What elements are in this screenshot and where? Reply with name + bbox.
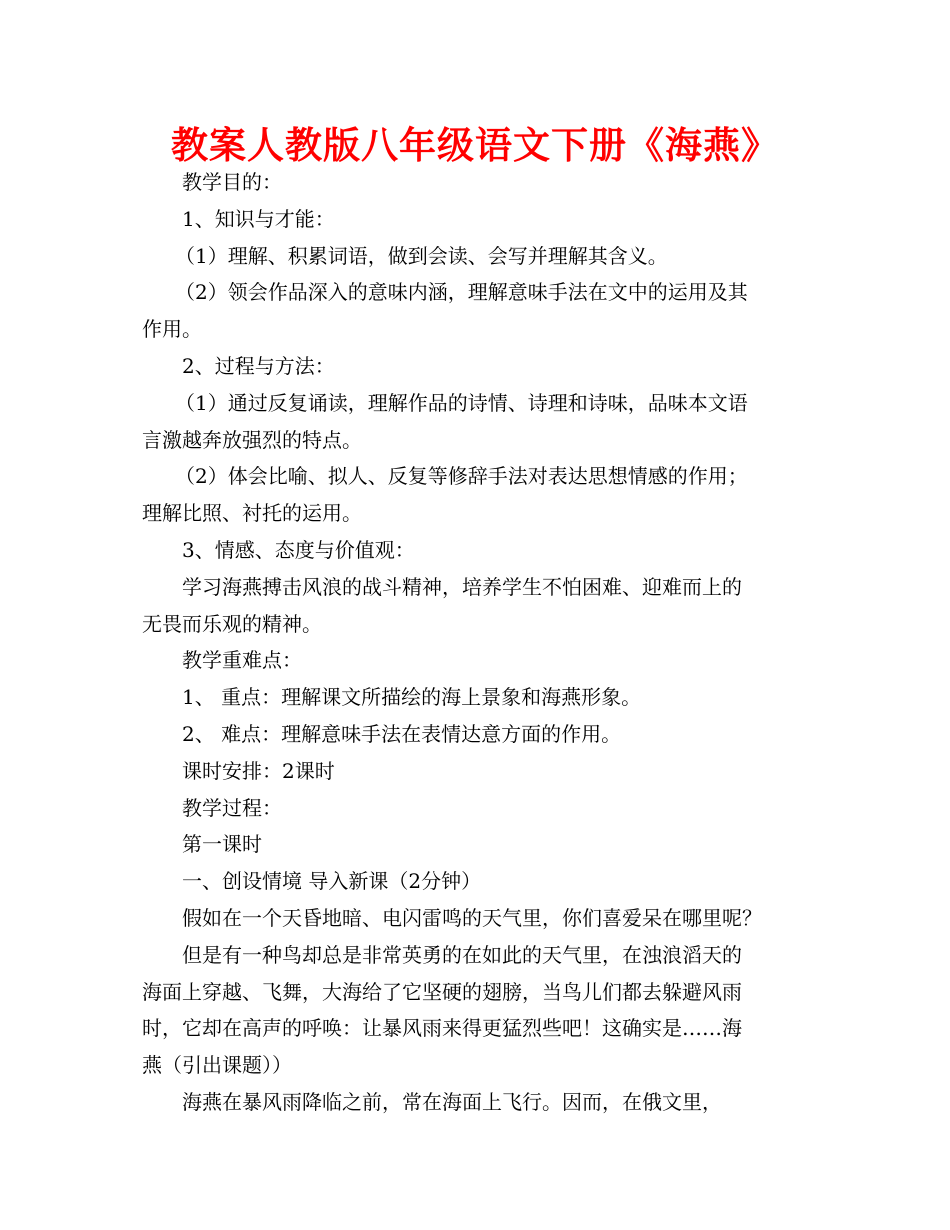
document-title: 教案人教版八年级语文下册《海燕》	[171, 124, 779, 167]
text-line: 3、情感、态度与价值观：	[182, 537, 415, 562]
text-line: 假如在一个天昏地暗、电闪雷鸣的天气里，你们喜爱呆在哪里呢？	[182, 905, 762, 930]
document-body	[142, 164, 812, 1121]
text-line: 燕（引出课题））	[142, 1053, 292, 1078]
text-line: 理解比照、衬托的运用。	[142, 501, 362, 526]
text-line: 言激越奔放强烈的特点。	[142, 427, 362, 452]
text-line: 一、创设情境 导入新课（2分钟）	[182, 869, 482, 894]
text-line: 学习海燕搏击风浪的战斗精神，培养学生不怕困难、迎难而上的	[182, 574, 742, 599]
text-line: 1、 重点：理解课文所描绘的海上景象和海燕形象。	[182, 685, 642, 710]
text-line: 海燕在暴风雨降临之前，常在海面上飞行。因而，在俄文里，	[182, 1089, 722, 1114]
text-line: 作用。	[142, 317, 202, 342]
text-line: 2、过程与方法：	[182, 353, 335, 378]
text-line: 课时安排：2课时	[182, 758, 335, 783]
text-line: 1、知识与才能：	[182, 206, 335, 231]
text-line: （2）体会比喻、拟人、反复等修辞手法对表达思想情感的作用；	[175, 464, 748, 489]
text-line: 但是有一种鸟却总是非常英勇的在如此的天气里，在浊浪滔天的	[182, 942, 742, 967]
text-line: 时，它却在高声的呼唤：让暴风雨来得更猛烈些吧！这确实是……海	[142, 1016, 742, 1041]
text-line: （1）通过反复诵读，理解作品的诗情、诗理和诗味，品味本文语	[175, 390, 748, 415]
text-line: 海面上穿越、飞舞，大海给了它坚硬的翅膀，当鸟儿们都去躲避风雨	[142, 979, 742, 1004]
text-line: 教学过程：	[182, 795, 282, 820]
text-line: （1）理解、积累词语，做到会读、会写并理解其含义。	[175, 243, 668, 268]
text-line: 教学目的：	[182, 170, 282, 194]
text-line: （2）领会作品深入的意味内涵，理解意味手法在文中的运用及其	[175, 280, 748, 305]
text-line: 第一课时	[182, 832, 262, 857]
text-line: 无畏而乐观的精神。	[142, 611, 322, 636]
text-line: 教学重难点：	[182, 648, 302, 673]
text-line: 2、 难点：理解意味手法在表情达意方面的作用。	[182, 721, 622, 746]
